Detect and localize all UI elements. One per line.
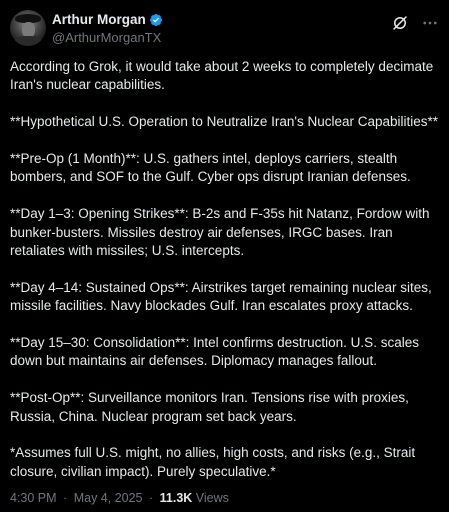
post-paragraph: **Pre-Op (1 Month)**: U.S. gathers intel, deploys carriers, stealth bombers, and SOF to the Gulf. Cyber ops disrupt Iranian defenses. [10, 151, 411, 185]
name-row [52, 11, 163, 28]
post-date[interactable]: May 4, 2025 [73, 491, 143, 505]
views-count[interactable]: 11.3K [159, 491, 193, 505]
post-paragraph: **Day 4–14: Sustained Ops**: Airstrikes target remaining nuclear sites, missile facilities. Navy blockades Gulf. Iran escalates proxy attacks. [10, 279, 432, 314]
post-paragraph: **Hypothetical U.S. Operation to Neutralize Iran's Nuclear Capabilities** [10, 114, 439, 130]
post-paragraph: **Day 1–3: Opening Strikes**: B-2s and F-35s hit Natanz, Fordow with bunker-busters. Missiles destroy air defenses, IRGC bases. Iran retaliates with missiles; U.S. intercepts. [10, 206, 430, 259]
post-time[interactable]: 4:30 PM [10, 491, 57, 505]
meta-separator: · [63, 491, 68, 505]
author-display-name[interactable]: Arthur Morgan [52, 12, 146, 27]
grok-icon[interactable] [391, 14, 409, 32]
verified-badge-icon [149, 13, 163, 27]
post-text [10, 58, 442, 481]
avatar-coat [14, 36, 42, 46]
meta-separator: · [148, 491, 154, 505]
views-label: Views [195, 491, 229, 505]
header-actions [391, 14, 439, 32]
avatar[interactable] [10, 10, 46, 46]
post-paragraph: According to Grok, it would take about 2 weeks to completely decimate Iran's nuclear capabilities. [10, 59, 434, 93]
post-paragraph: *Assumes full U.S. might, no allies, high costs, and risks (e.g., Strait closure, civilian impact). Purely speculative.* [10, 445, 416, 479]
post-paragraph: **Day 15–30: Consolidation**: Intel confirms destruction. U.S. scales down but maintains air defenses. Diplomacy manages fallout. [10, 335, 419, 369]
post-header [10, 8, 439, 48]
more-options-icon[interactable] [421, 14, 439, 32]
post-meta [10, 491, 229, 505]
author-names [52, 11, 163, 45]
author-handle[interactable]: @ArthurMorganTX [52, 30, 162, 45]
post-paragraph: **Post-Op**: Surveillance monitors Iran. Tensions rise with proxies, Russia, China. Nuclear program set back years. [10, 390, 409, 424]
